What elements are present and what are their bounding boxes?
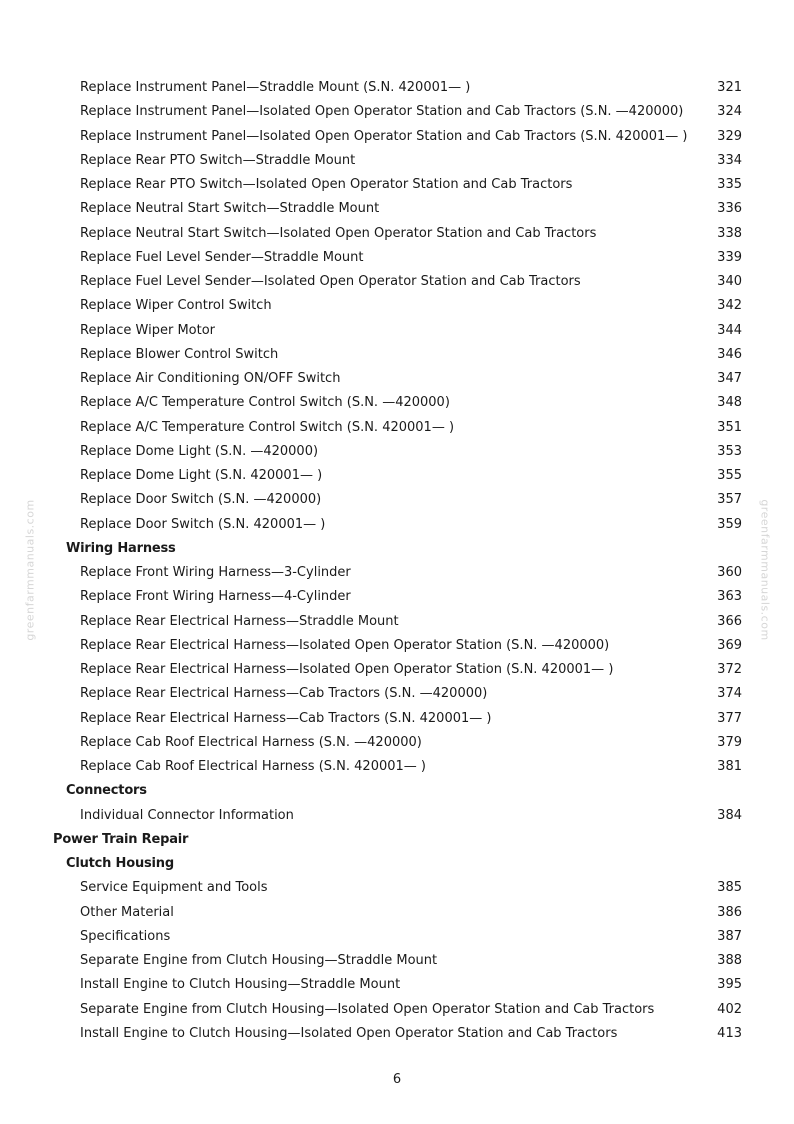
toc-entry-title: Replace Cab Roof Electrical Harness (S.N. —420000)	[80, 734, 422, 750]
toc-entry[interactable]	[0, 440, 794, 464]
toc-subsection-heading[interactable]	[0, 779, 794, 803]
toc-entry-title: Install Engine to Clutch Housing—Isolated Open Operator Station and Cab Tractors	[80, 1025, 618, 1041]
toc-entry-page-number: 346	[717, 346, 742, 362]
toc-entry-title: Replace Rear Electrical Harness—Cab Tractors (S.N. 420001— )	[80, 710, 492, 726]
toc-entry[interactable]	[0, 76, 794, 100]
toc-entry-page-number: 388	[717, 953, 742, 968]
toc-entry[interactable]	[0, 707, 794, 731]
toc-entry[interactable]	[0, 343, 794, 367]
toc-entry-title: Power Train Repair	[53, 831, 189, 847]
toc-entry-page-number: 336	[717, 201, 742, 217]
toc-entry[interactable]	[0, 488, 794, 512]
toc-entry-page-number: 339	[717, 249, 742, 265]
toc-entry[interactable]	[0, 731, 794, 755]
toc-entry-title: Replace Cab Roof Electrical Harness (S.N. 420001— )	[80, 759, 426, 774]
toc-entry-page-number: 335	[717, 177, 742, 192]
toc-entry[interactable]	[0, 416, 794, 440]
toc-entry-page-number: 353	[717, 443, 742, 459]
toc-entry-title: Replace Rear PTO Switch—Straddle Mount	[80, 152, 356, 168]
toc-entry-title: Wiring Harness	[66, 540, 176, 556]
toc-entry[interactable]	[0, 246, 794, 270]
toc-subsection-heading[interactable]	[0, 852, 794, 876]
toc-entry-page-number: 387	[717, 928, 742, 944]
toc-entry-page-number: 329	[717, 128, 742, 144]
toc-entry-page-number: 377	[717, 710, 742, 726]
toc-entry[interactable]	[0, 998, 794, 1022]
toc-entry[interactable]	[0, 585, 794, 609]
toc-entry-title: Replace A/C Temperature Control Switch (S.N. 420001— )	[80, 419, 455, 435]
watermark-left: greenfarmmanuals.com	[23, 499, 37, 641]
toc-entry[interactable]	[0, 925, 794, 949]
toc-section-heading[interactable]	[0, 828, 794, 852]
toc-entry[interactable]	[0, 197, 794, 221]
toc-entry-title: Replace Rear Electrical Harness—Cab Tractors (S.N. —420000)	[80, 686, 488, 702]
toc-entry-title: Replace Wiper Motor	[80, 322, 216, 338]
toc-entry-title: Replace Neutral Start Switch—Isolated Open Operator Station and Cab Tractors	[80, 225, 597, 241]
toc-entry-title: Connectors	[66, 783, 147, 799]
toc-entry-page-number: 386	[717, 904, 742, 920]
toc-entry-page-number: 344	[717, 322, 742, 338]
toc-entry[interactable]	[0, 125, 794, 149]
toc-entry-page-number: 340	[717, 274, 742, 289]
toc-entry-page-number: 321	[717, 80, 742, 95]
toc-entry-title: Replace Instrument Panel—Isolated Open Operator Station and Cab Tractors (S.N. —420000)	[80, 104, 684, 120]
toc-entry-page-number: 342	[717, 298, 742, 314]
toc-entry[interactable]	[0, 634, 794, 658]
toc-entry-title: Replace Fuel Level Sender—Isolated Open Operator Station and Cab Tractors	[80, 274, 581, 289]
toc-entry-page-number: 338	[717, 225, 742, 241]
toc-entry[interactable]	[0, 100, 794, 124]
toc-entry[interactable]	[0, 610, 794, 634]
toc-entry[interactable]	[0, 658, 794, 682]
table-of-contents	[0, 76, 794, 1046]
toc-entry-page-number: 374	[717, 686, 742, 702]
toc-entry-title: Replace Blower Control Switch	[80, 346, 279, 362]
toc-entry-page-number: 355	[717, 468, 742, 483]
toc-entry-title: Individual Connector Information	[80, 807, 294, 823]
toc-entry-title: Service Equipment and Tools	[80, 880, 268, 896]
toc-entry-page-number: 363	[717, 589, 742, 605]
toc-entry-page-number: 402	[717, 1001, 742, 1017]
toc-entry-page-number: 334	[717, 152, 742, 168]
toc-entry[interactable]	[0, 755, 794, 779]
toc-entry[interactable]	[0, 222, 794, 246]
toc-entry[interactable]	[0, 1022, 794, 1046]
toc-entry-title: Replace Front Wiring Harness—3-Cylinder	[80, 565, 351, 580]
toc-entry-page-number: 360	[717, 565, 742, 580]
toc-entry[interactable]	[0, 513, 794, 537]
toc-entry-title: Replace Rear Electrical Harness—Straddle Mount	[80, 613, 399, 629]
toc-entry-title: Replace A/C Temperature Control Switch (S.N. —420000)	[80, 395, 450, 411]
toc-entry[interactable]	[0, 464, 794, 488]
toc-entry[interactable]	[0, 319, 794, 343]
toc-entry[interactable]	[0, 804, 794, 828]
toc-entry[interactable]	[0, 294, 794, 318]
toc-subsection-heading[interactable]	[0, 537, 794, 561]
toc-entry-page-number: 372	[717, 662, 742, 677]
toc-entry-page-number: 359	[717, 516, 742, 532]
toc-entry-title: Replace Front Wiring Harness—4-Cylinder	[80, 589, 351, 605]
toc-entry-title: Replace Rear Electrical Harness—Isolated Open Operator Station (S.N. 420001— )	[80, 662, 614, 677]
toc-entry-page-number: 366	[717, 613, 742, 629]
toc-entry-title: Specifications	[80, 928, 171, 944]
toc-entry-page-number: 357	[717, 492, 742, 508]
toc-entry[interactable]	[0, 876, 794, 900]
toc-entry-title: Replace Rear Electrical Harness—Isolated Open Operator Station (S.N. —420000)	[80, 637, 610, 653]
toc-entry-page-number: 384	[717, 807, 742, 823]
toc-entry-title: Replace Door Switch (S.N. 420001— )	[80, 516, 326, 532]
toc-entry[interactable]	[0, 367, 794, 391]
toc-entry[interactable]	[0, 682, 794, 706]
toc-entry-title: Separate Engine from Clutch Housing—Isolated Open Operator Station and Cab Tractors	[80, 1001, 655, 1017]
toc-entry-title: Replace Fuel Level Sender—Straddle Mount	[80, 249, 364, 265]
toc-entry-page-number: 395	[717, 977, 742, 993]
toc-entry-page-number: 347	[717, 371, 742, 386]
toc-entry-page-number: 324	[717, 104, 742, 120]
toc-entry-page-number: 351	[717, 419, 742, 435]
toc-entry-title: Replace Dome Light (S.N. 420001— )	[80, 468, 323, 483]
toc-entry[interactable]	[0, 561, 794, 585]
toc-entry[interactable]	[0, 391, 794, 415]
watermark-right: greenfarmmanuals.com	[758, 499, 772, 641]
toc-entry-title: Replace Air Conditioning ON/OFF Switch	[80, 371, 341, 386]
toc-entry-title: Replace Wiper Control Switch	[80, 298, 272, 314]
toc-entry-page-number: 413	[717, 1025, 742, 1041]
toc-entry-title: Replace Neutral Start Switch—Straddle Mount	[80, 201, 380, 217]
toc-entry-title: Replace Dome Light (S.N. —420000)	[80, 443, 319, 459]
toc-entry-title: Install Engine to Clutch Housing—Straddle Mount	[80, 977, 401, 993]
toc-entry-page-number: 379	[717, 734, 742, 750]
toc-entry-title: Replace Door Switch (S.N. —420000)	[80, 492, 322, 508]
toc-entry[interactable]	[0, 901, 794, 925]
toc-entry[interactable]	[0, 173, 794, 197]
toc-entry[interactable]	[0, 270, 794, 294]
toc-entry-page-number: 381	[717, 759, 742, 774]
toc-entry-page-number: 385	[717, 880, 742, 896]
toc-entry-title: Clutch Housing	[66, 856, 174, 871]
toc-entry[interactable]	[0, 149, 794, 173]
toc-entry-title: Replace Instrument Panel—Straddle Mount (S.N. 420001— )	[80, 80, 471, 95]
toc-entry-title: Replace Instrument Panel—Isolated Open Operator Station and Cab Tractors (S.N. 420001— )	[80, 128, 688, 144]
toc-entry[interactable]	[0, 973, 794, 997]
toc-entry-page-number: 369	[717, 637, 742, 653]
toc-entry-title: Separate Engine from Clutch Housing—Straddle Mount	[80, 953, 438, 968]
toc-entry-title: Other Material	[80, 904, 174, 920]
toc-entry-title: Replace Rear PTO Switch—Isolated Open Operator Station and Cab Tractors	[80, 177, 573, 192]
page-number: 6	[392, 1072, 402, 1087]
toc-entry[interactable]	[0, 949, 794, 973]
toc-entry-page-number: 348	[717, 395, 742, 411]
